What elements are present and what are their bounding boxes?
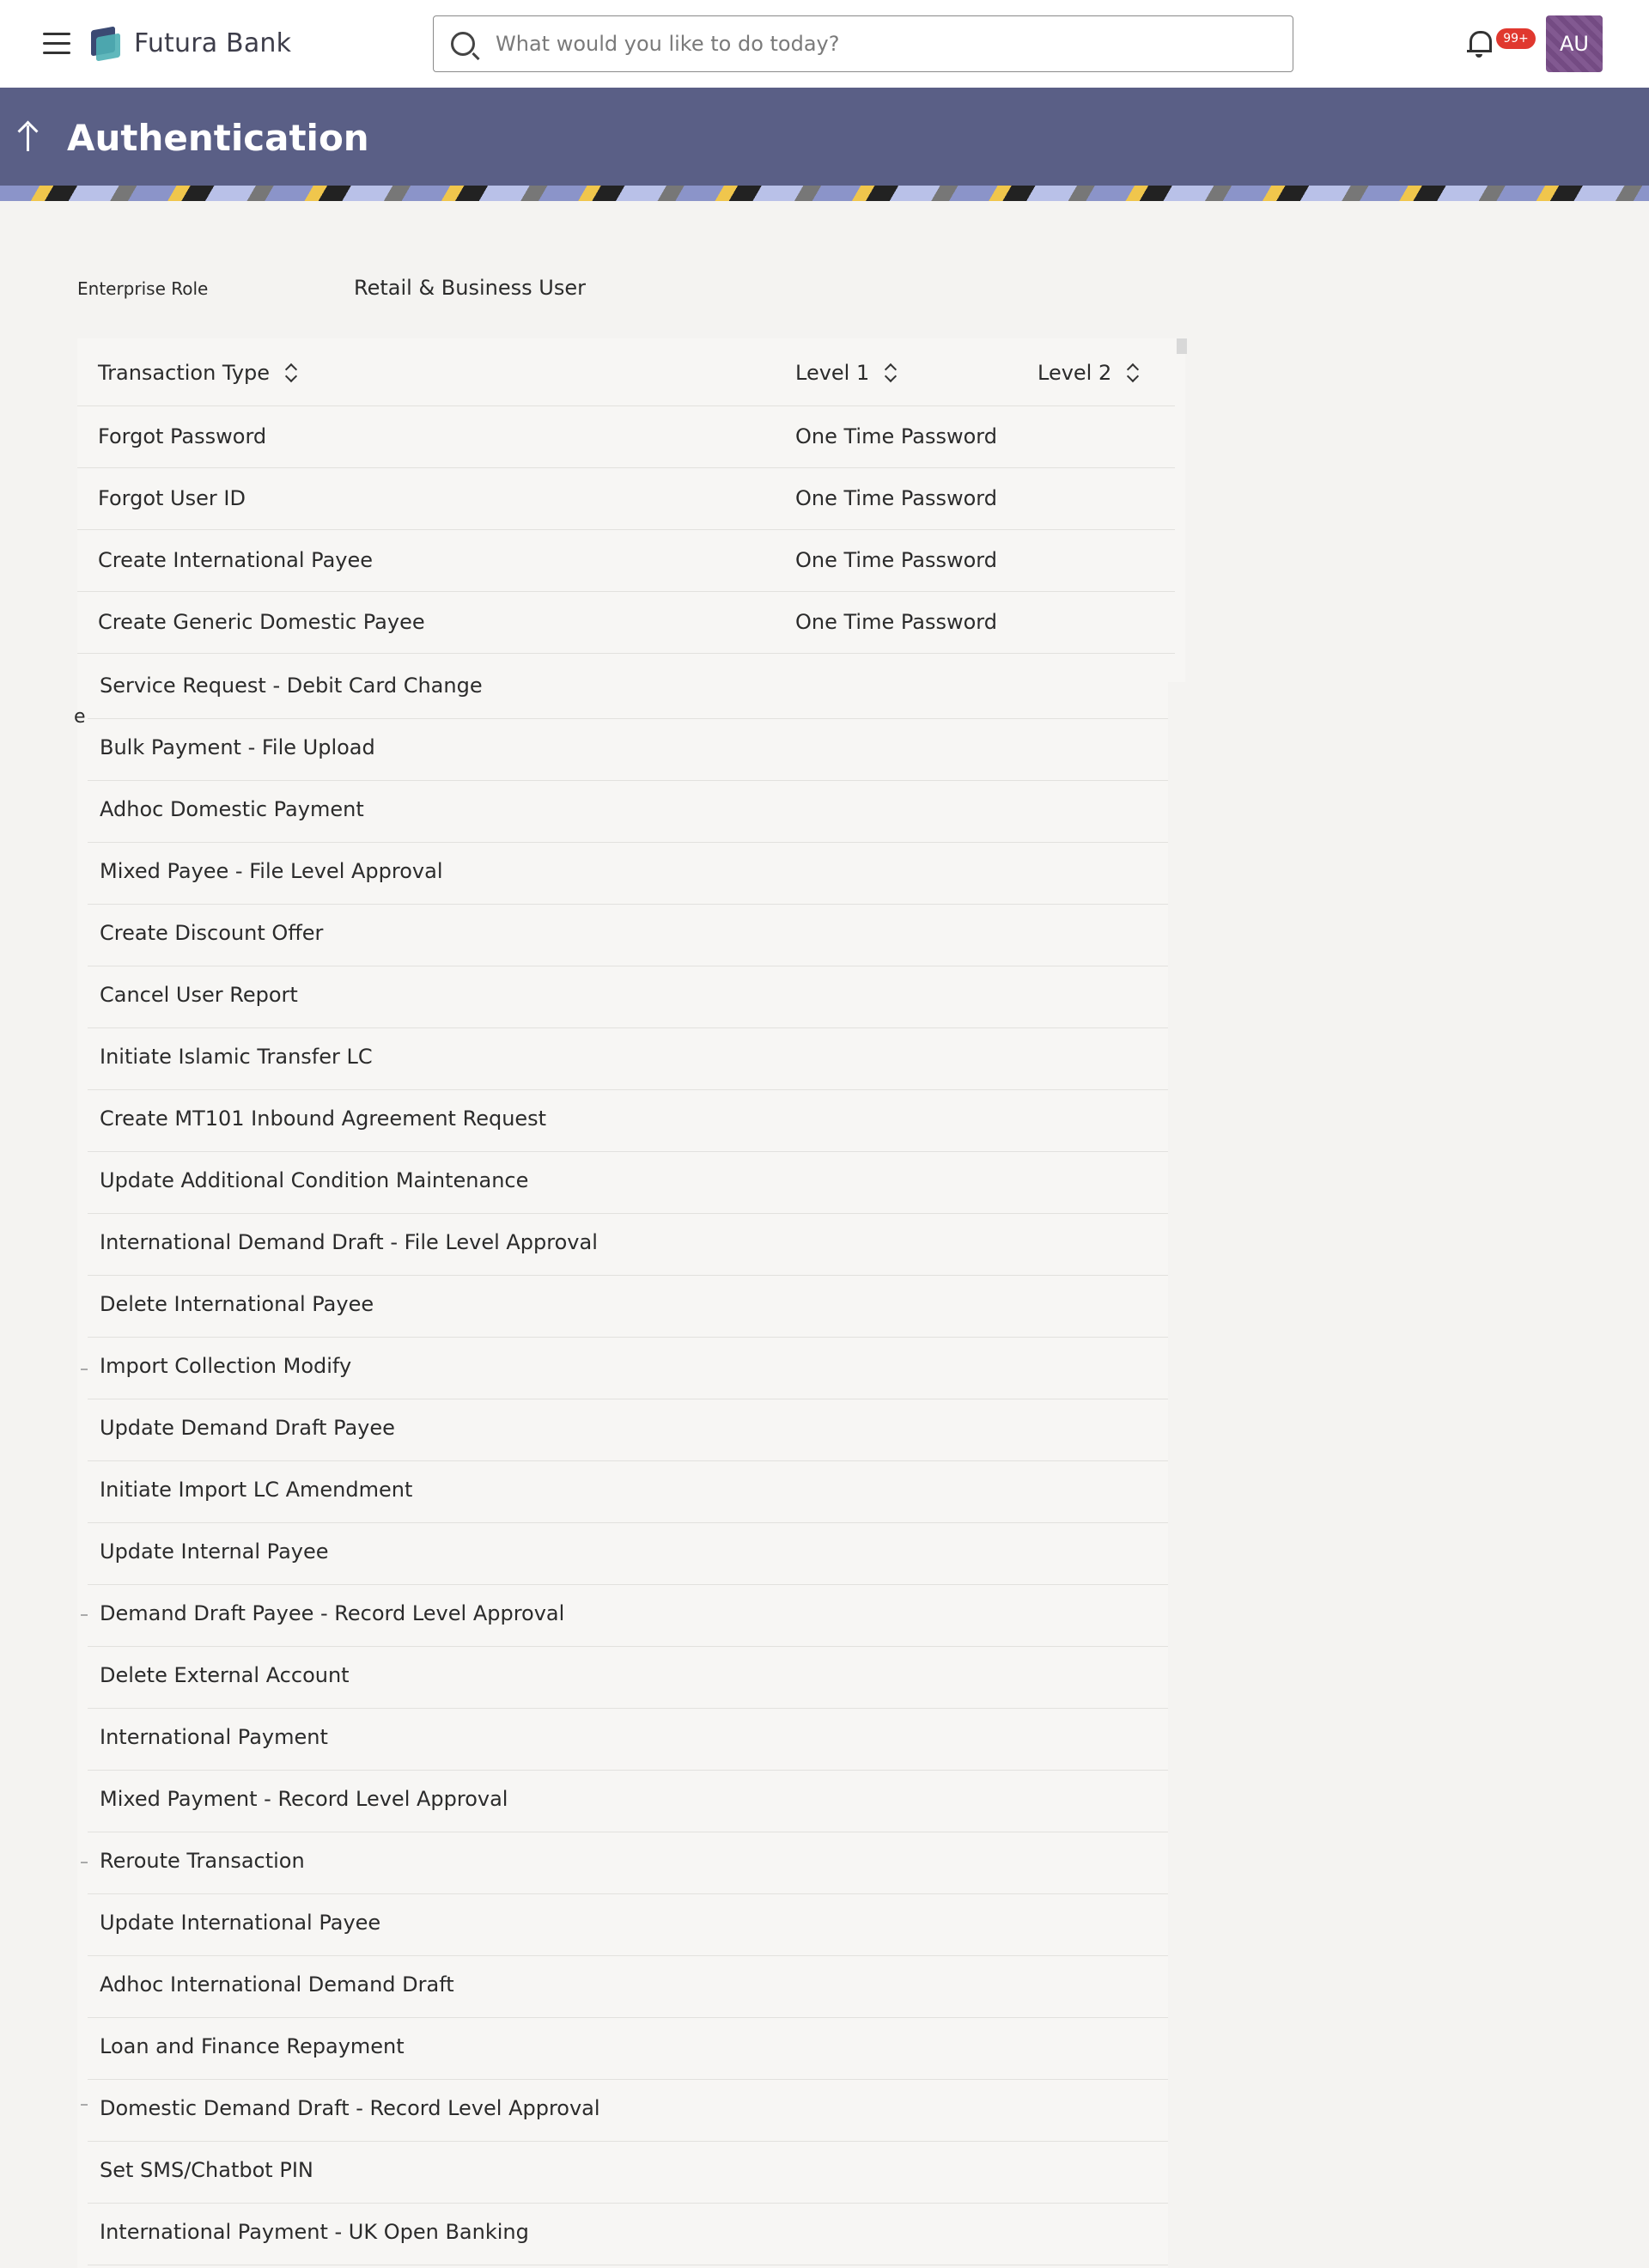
list-item[interactable] (88, 2141, 1168, 2204)
column-header-level2[interactable] (1037, 361, 1139, 385)
sort-icon[interactable] (885, 363, 897, 382)
list-item-label: Update Internal Payee (100, 1539, 329, 1564)
level1-cell: One Time Password (795, 424, 997, 448)
transaction-list (77, 656, 1168, 2268)
transaction-type-cell: Forgot User ID (98, 486, 246, 510)
overlap-artifact (81, 1369, 88, 1370)
page-title: Authentication (67, 117, 369, 159)
page-banner (0, 88, 1649, 201)
list-item-label: Update International Payee (100, 1911, 381, 1935)
authentication-table (77, 338, 1185, 682)
list-item[interactable] (88, 1089, 1168, 1152)
level1-cell: One Time Password (795, 486, 997, 510)
list-item-label: Set SMS/Chatbot PIN (100, 2158, 313, 2182)
list-item[interactable] (88, 1770, 1168, 1832)
list-item[interactable] (88, 1832, 1168, 1894)
list-item-label: Bulk Payment - File Upload (100, 735, 375, 759)
brand-logo[interactable] (91, 24, 291, 62)
transaction-type-cell: Create International Payee (98, 548, 374, 572)
list-item[interactable] (88, 2203, 1168, 2265)
list-item-label: Mixed Payee - File Level Approval (100, 859, 443, 883)
list-item-label: Service Request - Debit Card Change (100, 674, 483, 698)
notification-bell-icon[interactable] (1467, 29, 1491, 57)
user-avatar[interactable]: AU (1546, 15, 1603, 72)
table-scrollbar[interactable] (1177, 338, 1187, 354)
list-item[interactable] (88, 1399, 1168, 1461)
list-item-label: International Payment (100, 1725, 328, 1749)
list-item-label: Delete External Account (100, 1663, 350, 1687)
column-label: Level 1 (795, 361, 870, 385)
list-item-label: Update Demand Draft Payee (100, 1416, 395, 1440)
list-item-label: Create MT101 Inbound Agreement Request (100, 1107, 547, 1131)
table-row[interactable] (77, 405, 1175, 468)
level1-cell: One Time Password (795, 548, 997, 572)
list-item[interactable] (88, 1584, 1168, 1647)
level1-cell: One Time Password (795, 610, 997, 634)
column-label: Level 2 (1037, 361, 1112, 385)
list-item-label: International Payment - UK Open Banking (100, 2220, 529, 2244)
list-item[interactable] (88, 2079, 1168, 2142)
list-item[interactable] (88, 1213, 1168, 1276)
enterprise-role-label: Enterprise Role (77, 278, 209, 299)
notification-count-badge: 99+ (1496, 28, 1536, 49)
list-item-label: Demand Draft Payee - Record Level Approval (100, 1601, 565, 1625)
list-item[interactable] (88, 2017, 1168, 2080)
table-row[interactable] (77, 529, 1175, 592)
transaction-type-cell: Create Generic Domestic Payee (98, 610, 425, 634)
list-item[interactable] (88, 1275, 1168, 1338)
search-bar[interactable] (433, 15, 1293, 72)
table-row[interactable] (77, 591, 1175, 654)
sort-icon[interactable] (1127, 363, 1139, 382)
list-item[interactable] (88, 1955, 1168, 2018)
back-arrow-icon[interactable] (15, 120, 41, 155)
table-header (77, 338, 1175, 406)
list-item-label: Loan and Finance Repayment (100, 2034, 405, 2058)
column-header-transaction-type[interactable] (98, 361, 297, 385)
list-item-label: Domestic Demand Draft - Record Level Approval (100, 2096, 600, 2120)
overlap-artifact (81, 1614, 88, 1616)
list-item-label: Update Additional Condition Maintenance (100, 1168, 529, 1192)
column-header-level1[interactable] (795, 361, 897, 385)
column-label: Transaction Type (98, 361, 271, 385)
list-item[interactable] (88, 1708, 1168, 1771)
list-item-label: Mixed Payment - Record Level Approval (100, 1787, 508, 1811)
list-item[interactable] (88, 1522, 1168, 1585)
list-item-label: Delete International Payee (100, 1292, 374, 1316)
list-item-label: Reroute Transaction (100, 1849, 305, 1873)
list-item-label: Cancel User Report (100, 983, 298, 1007)
menu-icon[interactable] (43, 33, 70, 55)
list-item[interactable] (88, 904, 1168, 966)
table-row[interactable] (77, 467, 1175, 530)
bank-logo-icon (91, 27, 122, 59)
top-bar (0, 0, 1649, 88)
list-item-label: Import Collection Modify (100, 1354, 352, 1378)
list-item[interactable] (88, 1027, 1168, 1090)
overlap-text-fragment: e (74, 706, 86, 728)
list-item-label: Adhoc Domestic Payment (100, 797, 364, 821)
search-icon (451, 32, 475, 56)
search-input[interactable] (494, 31, 1270, 57)
list-item[interactable] (88, 966, 1168, 1028)
list-item[interactable] (88, 1646, 1168, 1709)
list-item-label: Adhoc International Demand Draft (100, 1972, 454, 1997)
list-item[interactable] (88, 1460, 1168, 1523)
list-item[interactable] (88, 718, 1168, 781)
overlap-artifact (81, 2104, 88, 2106)
banner-pattern (0, 186, 1649, 201)
list-item[interactable] (88, 656, 1168, 719)
transaction-type-cell: Forgot Password (98, 424, 267, 448)
list-item[interactable] (88, 1151, 1168, 1214)
list-item[interactable] (88, 780, 1168, 843)
list-item[interactable] (88, 1893, 1168, 1956)
list-item[interactable] (88, 842, 1168, 905)
sort-icon[interactable] (285, 363, 297, 382)
list-item-label: Create Discount Offer (100, 921, 324, 945)
list-item-label: Initiate Import LC Amendment (100, 1478, 413, 1502)
list-item-label: International Demand Draft - File Level Approval (100, 1230, 598, 1254)
list-item[interactable] (88, 1337, 1168, 1399)
enterprise-role-value: Retail & Business User (354, 276, 586, 300)
brand-name: Futura Bank (134, 27, 292, 58)
list-item-label: Initiate Islamic Transfer LC (100, 1045, 373, 1069)
overlap-artifact (81, 1862, 88, 1863)
